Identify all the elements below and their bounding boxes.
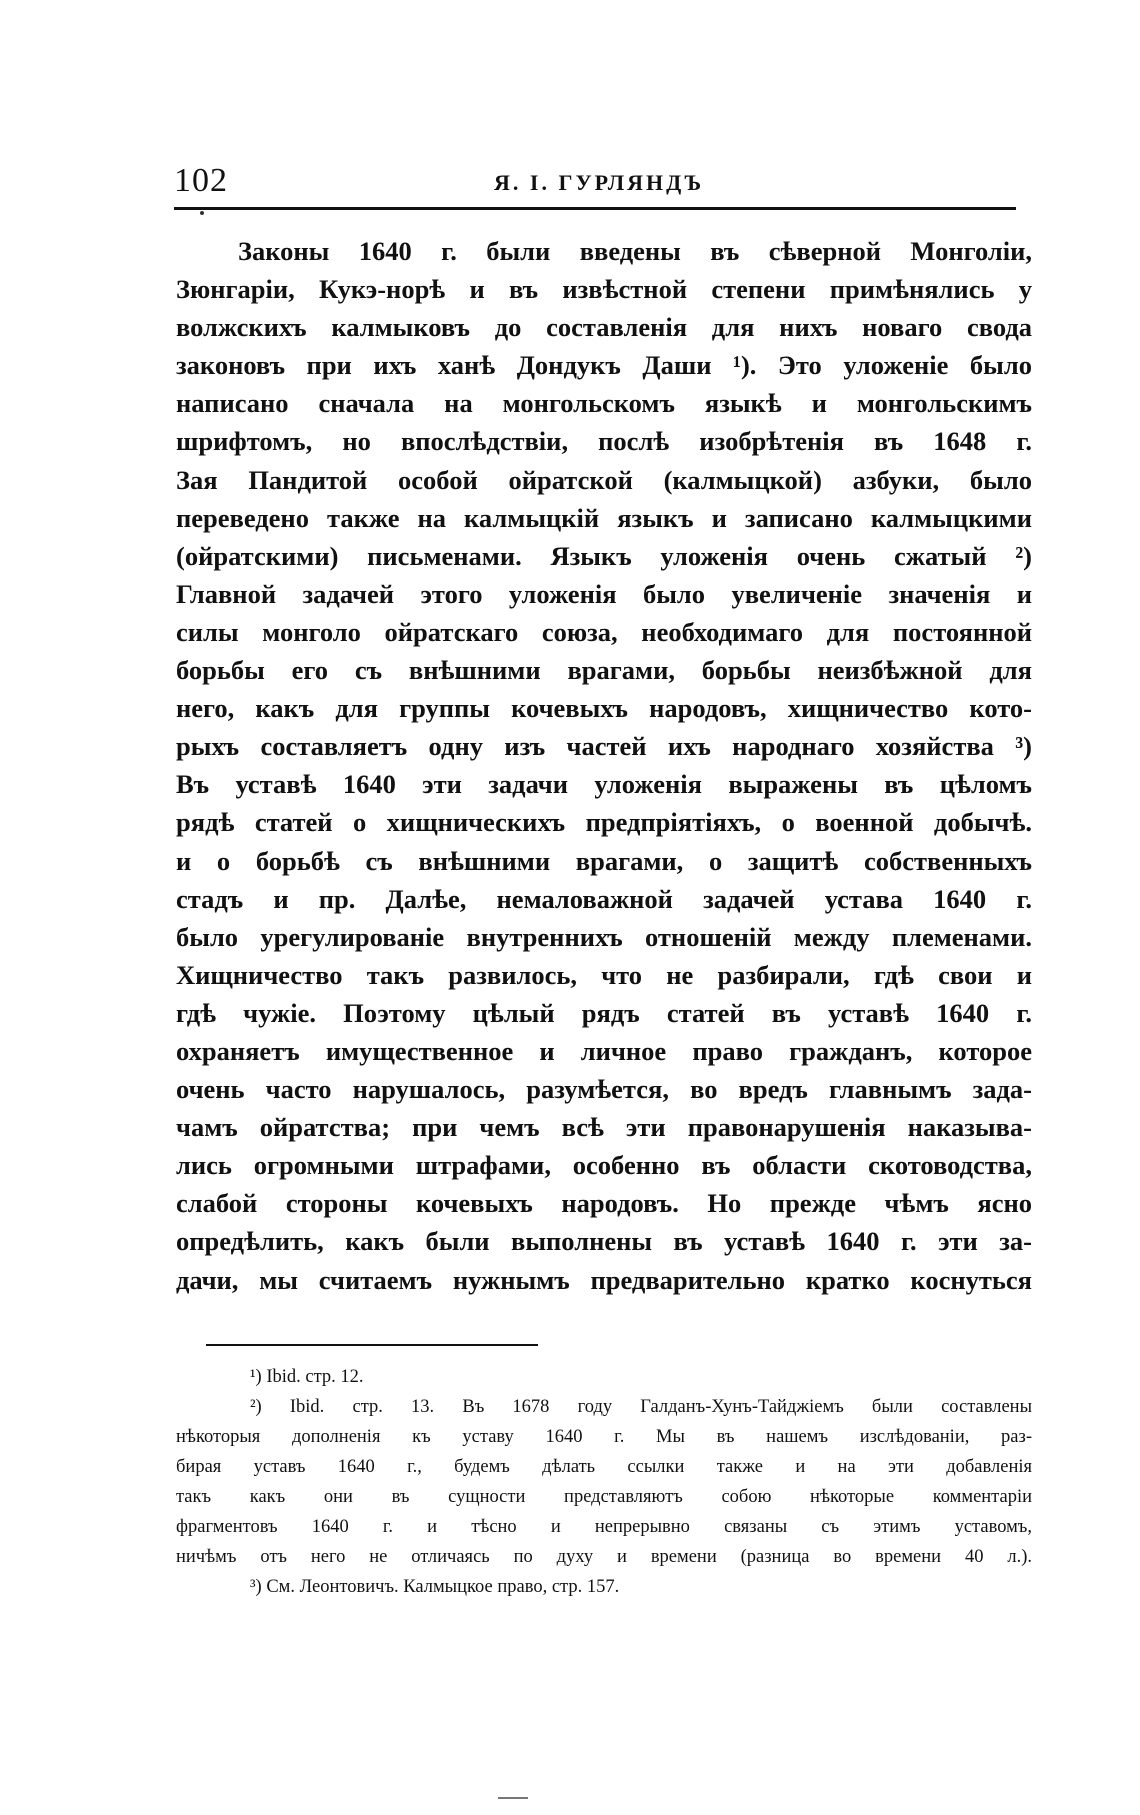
body-line: силы монголо ойратскаго союза, необходимаго для постоянной	[176, 616, 1032, 647]
body-line: рыхъ составляетъ одну изъ частей ихъ народнаго хозяйства ³)	[176, 731, 1032, 762]
footnote-rule	[206, 1344, 538, 1346]
body-line: рядѣ статей о хищническихъ предпріятіяхъ, о военной добычѣ.	[176, 807, 1032, 838]
body-line: (ойратскими) письменами. Языкъ уложенія очень сжатый ²)	[176, 540, 1032, 571]
body-line: переведено также на калмыцкій языкъ и записано калмыцкими	[176, 502, 1032, 533]
footnotes	[176, 1362, 1032, 1602]
body-line: Хищничество такъ развилось, что не разбирали, гдѣ свои и	[176, 959, 1032, 990]
footnote-line: ²) Ibid. стр. 13. Въ 1678 году Галданъ-Хунъ-Тайджіемъ были составлены	[250, 1397, 1032, 1417]
body-line: Зюнгаріи, Кукэ-норѣ и въ извѣстной степени примѣнялись у	[176, 274, 1032, 305]
body-line: шрифтомъ, но впослѣдствіи, послѣ изобрѣтенія въ 1648 г.	[176, 426, 1032, 457]
body-line: лись огромными штрафами, особенно въ области скотоводства,	[176, 1150, 1032, 1181]
body-line: Зая Пандитой особой ойратской (калмыцкой) азбуки, было	[176, 464, 1032, 495]
bottom-mark	[498, 1797, 528, 1799]
body-line: законовъ при ихъ ханѣ Дондукъ Даши ¹). Это уложеніе было	[176, 350, 1032, 381]
body-line: написано сначала на монгольскомъ языкѣ и монгольскимъ	[176, 388, 1032, 419]
footnote-line: нѣкоторыя дополненія къ уставу 1640 г. Мы въ нашемъ изслѣдованіи, раз-	[176, 1427, 1032, 1447]
header-dot	[200, 211, 204, 215]
body-line: и о борьбѣ съ внѣшними врагами, о защитѣ собственныхъ	[176, 845, 1032, 876]
body-line: него, какъ для группы кочевыхъ народовъ, хищничество кото-	[176, 693, 1032, 724]
footnote-line: ничѣмъ отъ него не отличаясь по духу и времени (разница во времени 40 л.).	[176, 1547, 1032, 1567]
body-text	[176, 232, 1032, 1299]
footnote-line: фрагментовъ 1640 г. и тѣсно и непрерывно связаны съ этимъ уставомъ,	[176, 1517, 1032, 1537]
footnote-line: такъ какъ они въ сущности представляютъ собою нѣкоторые комментаріи	[176, 1487, 1032, 1507]
body-line: очень часто нарушалось, разумѣется, во вредъ главнымъ зада-	[176, 1074, 1032, 1105]
body-line: охраняетъ имущественное и личное право гражданъ, которое	[176, 1035, 1032, 1066]
body-line: волжскихъ калмыковъ до составленія для нихъ новаго свода	[176, 312, 1032, 343]
body-line: Въ уставѣ 1640 эти задачи уложенія выражены въ цѣломъ	[176, 769, 1032, 800]
body-line: опредѣлить, какъ были выполнены въ уставѣ 1640 г. эти за-	[176, 1226, 1032, 1257]
page-number: 102	[174, 162, 228, 199]
body-line: чамъ ойратства; при чемъ всѣ эти правонарушенія наказыва-	[176, 1112, 1032, 1143]
body-line: гдѣ чужіе. Поэтому цѣлый рядъ статей въ уставѣ 1640 г.	[176, 997, 1032, 1028]
footnote-line: бирая уставъ 1640 г., будемъ дѣлать ссылки также и на эти добавленія	[176, 1457, 1032, 1477]
body-line: было урегулированіе внутреннихъ отношеній между племенами.	[176, 921, 1032, 952]
running-head: Я. І. ГУРЛЯНДЪ	[494, 170, 705, 195]
page-header	[174, 160, 1014, 212]
body-line: Законы 1640 г. были введены въ сѣверной Монголіи,	[238, 236, 1032, 266]
footnote-line: ³) См. Леонтовичъ. Калмыцкое право, стр. 157.	[250, 1577, 620, 1597]
body-line: дачи, мы считаемъ нужнымъ предварительно кратко коснуться	[176, 1264, 1032, 1295]
body-line: слабой стороны кочевыхъ народовъ. Но прежде чѣмъ ясно	[176, 1188, 1032, 1219]
footnote-line: ¹) Ibid. стр. 12.	[250, 1367, 364, 1387]
body-line: борьбы его съ внѣшними врагами, борьбы неизбѣжной для	[176, 655, 1032, 686]
body-line: Главной задачей этого уложенія было увеличеніе значенія и	[176, 578, 1032, 609]
header-rule	[174, 207, 1016, 210]
body-line: стадъ и пр. Далѣе, немаловажной задачей устава 1640 г.	[176, 883, 1032, 914]
